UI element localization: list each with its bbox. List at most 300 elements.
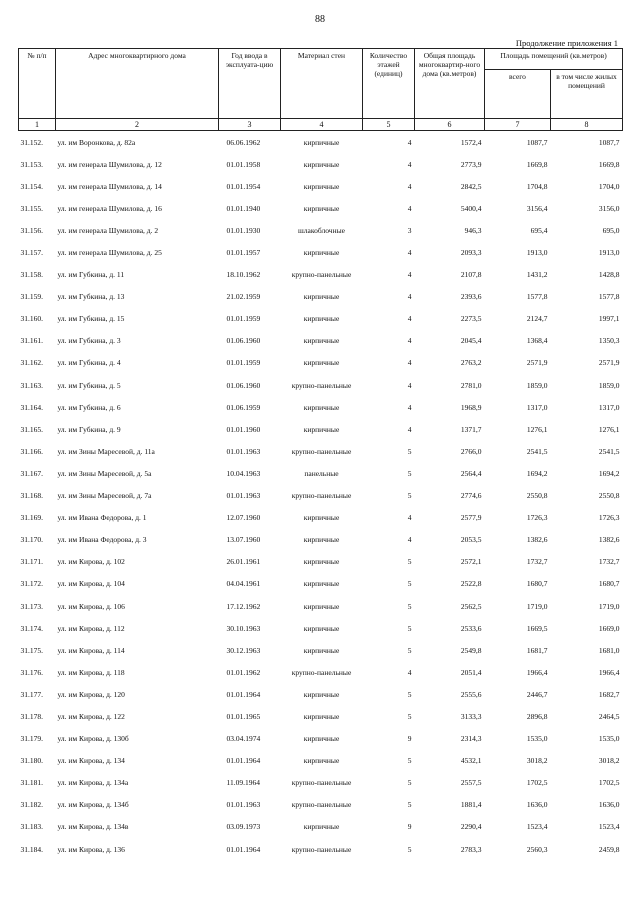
material-cell: крупно-панельные [291, 800, 352, 810]
table-row [19, 661, 623, 683]
column-number-row [19, 119, 623, 131]
rooms-area-cell: 1431,2 [526, 270, 548, 280]
row-number: 31.172. [20, 579, 43, 589]
address-cell: ул. им Кирова, д. 130б [57, 734, 129, 744]
floors-cell: 5 [407, 468, 412, 478]
rooms-area-cell: 1704,8 [526, 181, 548, 191]
rooms-area-cell: 1276,1 [526, 424, 548, 434]
address-cell: ул. им генерала Шумилова, д. 16 [57, 203, 162, 213]
row-number: 31.158. [20, 270, 43, 280]
table-row [19, 683, 623, 705]
total-area-cell: 3133,3 [460, 711, 482, 721]
col-number: 5 [363, 119, 415, 131]
date-cell: 01.01.1959 [226, 314, 261, 324]
material-cell: кирпичные [303, 557, 340, 567]
rooms-area-cell: 2446,7 [526, 689, 548, 699]
date-cell: 01.01.1962 [226, 667, 261, 677]
table-row [19, 573, 623, 595]
table-row [19, 705, 623, 727]
total-area-cell: 2572,1 [460, 557, 482, 567]
floors-cell: 4 [407, 137, 412, 147]
material-cell: крупно-панельные [291, 491, 352, 501]
floors-cell: 5 [407, 756, 412, 766]
date-cell: 01.01.1957 [226, 248, 261, 258]
residential-area-cell: 695,0 [602, 225, 620, 235]
row-number: 31.159. [20, 292, 43, 302]
table-row [19, 794, 623, 816]
residential-area-cell: 1276,1 [598, 424, 620, 434]
page-number: 88 [315, 14, 325, 25]
total-area-cell: 2533,6 [460, 623, 482, 633]
material-cell: кирпичные [303, 623, 340, 633]
row-number: 31.174. [20, 623, 43, 633]
material-cell: крупно-панельные [291, 778, 352, 788]
table-row [19, 330, 623, 352]
row-number: 31.178. [20, 711, 43, 721]
floors-cell: 4 [407, 380, 412, 390]
table-row [19, 241, 623, 263]
total-area-cell: 2564,4 [460, 468, 482, 478]
residential-area-cell: 1997,1 [598, 314, 620, 324]
rooms-area-cell: 2896,8 [526, 711, 548, 721]
table-body [19, 131, 623, 861]
residential-area-cell: 1966,4 [598, 667, 620, 677]
address-cell: ул. им Кирова, д. 134б [57, 800, 129, 810]
rooms-area-cell: 1636,0 [526, 800, 548, 810]
material-cell: кирпичные [303, 579, 340, 589]
floors-cell: 4 [407, 513, 412, 523]
date-cell: 01.01.1940 [226, 203, 261, 213]
rooms-area-cell: 1726,3 [526, 513, 548, 523]
col-number: 8 [551, 119, 623, 131]
floors-cell: 5 [407, 623, 412, 633]
col-number: 7 [485, 119, 551, 131]
row-number: 31.183. [20, 822, 43, 832]
row-number: 31.157. [20, 248, 43, 258]
floors-cell: 5 [407, 601, 412, 611]
address-cell: ул. им Кирова, д. 104 [57, 579, 125, 589]
total-area-cell: 5400,4 [460, 203, 482, 213]
date-cell: 01.01.1964 [226, 689, 261, 699]
row-number: 31.173. [20, 601, 43, 611]
table-row [19, 374, 623, 396]
table-row [19, 772, 623, 794]
row-number: 31.155. [20, 203, 43, 213]
residential-area-cell: 1577,8 [598, 292, 620, 302]
address-cell: ул. им генерала Шумилова, д. 12 [57, 159, 162, 169]
date-cell: 13.07.1960 [226, 535, 261, 545]
floors-cell: 4 [407, 270, 412, 280]
col-number: 6 [415, 119, 485, 131]
table-row [19, 308, 623, 330]
material-cell: кирпичные [303, 159, 340, 169]
rooms-area-cell: 1694,2 [526, 468, 548, 478]
row-number: 31.156. [20, 225, 43, 235]
rooms-area-cell: 1535,0 [526, 734, 548, 744]
floors-cell: 4 [407, 424, 412, 434]
row-number: 31.164. [20, 402, 43, 412]
address-cell: ул. им Губкина, д. 13 [57, 292, 125, 302]
row-number: 31.160. [20, 314, 43, 324]
floors-cell: 4 [407, 358, 412, 368]
residential-area-cell: 1523,4 [598, 822, 620, 832]
total-area-cell: 946,3 [464, 225, 482, 235]
table-row [19, 286, 623, 308]
residential-area-cell: 1704,0 [598, 181, 620, 191]
total-area-cell: 1371,7 [460, 424, 482, 434]
total-area-cell: 2093,3 [460, 248, 482, 258]
rooms-area-cell: 695,4 [530, 225, 548, 235]
total-area-cell: 2557,5 [460, 778, 482, 788]
rooms-area-cell: 1719,0 [526, 601, 548, 611]
residential-area-cell: 1428,8 [598, 270, 620, 280]
rooms-area-cell: 1087,7 [526, 137, 548, 147]
floors-cell: 9 [407, 734, 412, 744]
table-row [19, 728, 623, 750]
material-cell: кирпичные [303, 601, 340, 611]
table-row [19, 838, 623, 860]
row-number: 31.169. [20, 513, 43, 523]
floors-cell: 4 [407, 336, 412, 346]
col-number: 2 [56, 119, 219, 131]
material-cell: кирпичные [303, 424, 340, 434]
date-cell: 01.01.1959 [226, 358, 261, 368]
material-cell: панельные [304, 468, 339, 478]
residential-area-cell: 1719,0 [598, 601, 620, 611]
total-area-cell: 2555,6 [460, 689, 482, 699]
residential-area-cell: 2541,5 [598, 446, 620, 456]
table-row [19, 264, 623, 286]
material-cell: кирпичные [303, 137, 340, 147]
rooms-area-cell: 2550,8 [526, 491, 548, 501]
table-row [19, 131, 623, 154]
address-cell: ул. им Ивана Федорова, д. 3 [57, 535, 147, 545]
total-area-cell: 2773,9 [460, 159, 482, 169]
row-number: 31.180. [20, 756, 43, 766]
total-area-cell: 2781,0 [460, 380, 482, 390]
total-area-cell: 2273,5 [460, 314, 482, 324]
header-num: № п/п [19, 49, 56, 119]
floors-cell: 9 [407, 822, 412, 832]
residential-area-cell: 1726,3 [598, 513, 620, 523]
row-number: 31.179. [20, 734, 43, 744]
total-area-cell: 2051,4 [460, 667, 482, 677]
residential-area-cell: 1382,6 [598, 535, 620, 545]
table-row [19, 529, 623, 551]
table-row [19, 440, 623, 462]
rooms-area-cell: 1669,8 [526, 159, 548, 169]
floors-cell: 5 [407, 557, 412, 567]
total-area-cell: 2045,4 [460, 336, 482, 346]
residential-area-cell: 1350,3 [598, 336, 620, 346]
table-row [19, 750, 623, 772]
total-area-cell: 1881,4 [460, 800, 482, 810]
residential-area-cell: 1732,7 [598, 557, 620, 567]
date-cell: 01.01.1958 [226, 159, 261, 169]
address-cell: ул. им Воронкова, д. 82а [57, 137, 136, 147]
residential-area-cell: 1702,5 [598, 778, 620, 788]
date-cell: 17.12.1962 [226, 601, 261, 611]
total-area-cell: 1968,9 [460, 402, 482, 412]
residential-area-cell: 2550,8 [598, 491, 620, 501]
floors-cell: 5 [407, 778, 412, 788]
table-row [19, 418, 623, 440]
material-cell: кирпичные [303, 535, 340, 545]
row-number: 31.153. [20, 159, 43, 169]
address-cell: ул. им Кирова, д. 136 [57, 844, 125, 854]
rooms-area-cell: 1966,4 [526, 667, 548, 677]
date-cell: 01.06.1960 [226, 380, 261, 390]
date-cell: 30.10.1963 [226, 623, 261, 633]
floors-cell: 5 [407, 689, 412, 699]
floors-cell: 4 [407, 402, 412, 412]
row-number: 31.166. [20, 446, 43, 456]
date-cell: 10.04.1963 [226, 468, 261, 478]
header-all: всего [485, 70, 551, 119]
row-number: 31.170. [20, 535, 43, 545]
floors-cell: 5 [407, 579, 412, 589]
total-area-cell: 2314,3 [460, 734, 482, 744]
material-cell: кирпичные [303, 711, 340, 721]
material-cell: кирпичные [303, 358, 340, 368]
address-cell: ул. им Зины Маресевой, д. 11а [57, 446, 155, 456]
total-area-cell: 4532,1 [460, 756, 482, 766]
date-cell: 01.06.1959 [226, 402, 261, 412]
residential-area-cell: 1087,7 [598, 137, 620, 147]
floors-cell: 3 [407, 225, 412, 235]
address-cell: ул. им Кирова, д. 112 [57, 623, 125, 633]
address-cell: ул. им Губкина, д. 9 [57, 424, 121, 434]
residential-area-cell: 2464,5 [598, 711, 620, 721]
address-cell: ул. им Губкина, д. 5 [57, 380, 121, 390]
rooms-area-cell: 2124,7 [526, 314, 548, 324]
row-number: 31.171. [20, 557, 43, 567]
floors-cell: 4 [407, 667, 412, 677]
material-cell: кирпичные [303, 402, 340, 412]
residential-area-cell: 1680,7 [598, 579, 620, 589]
total-area-cell: 2766,0 [460, 446, 482, 456]
floors-cell: 4 [407, 203, 412, 213]
material-cell: крупно-панельные [291, 844, 352, 854]
rooms-area-cell: 2571,9 [526, 358, 548, 368]
row-number: 31.165. [20, 424, 43, 434]
date-cell: 12.07.1960 [226, 513, 261, 523]
address-cell: ул. им Кирова, д. 114 [57, 645, 125, 655]
table-row [19, 396, 623, 418]
residential-area-cell: 1317,0 [598, 402, 620, 412]
material-cell: крупно-панельные [291, 380, 352, 390]
total-area-cell: 2107,8 [460, 270, 482, 280]
date-cell: 26.01.1961 [226, 557, 261, 567]
header-rooms-area: Площадь помещений (кв.метров) [485, 49, 623, 70]
rooms-area-cell: 1680,7 [526, 579, 548, 589]
col-number: 4 [281, 119, 363, 131]
residential-area-cell: 2571,9 [598, 358, 620, 368]
floors-cell: 5 [407, 844, 412, 854]
material-cell: кирпичные [303, 513, 340, 523]
floors-cell: 4 [407, 181, 412, 191]
floors-cell: 4 [407, 535, 412, 545]
total-area-cell: 2562,5 [460, 601, 482, 611]
date-cell: 01.01.1963 [226, 446, 261, 456]
address-cell: ул. им Кирова, д. 134а [57, 778, 129, 788]
rooms-area-cell: 1368,4 [526, 336, 548, 346]
material-cell: кирпичные [303, 292, 340, 302]
residential-area-cell: 1669,8 [598, 159, 620, 169]
residential-area-cell: 1535,0 [598, 734, 620, 744]
table-row [19, 617, 623, 639]
date-cell: 01.01.1964 [226, 844, 261, 854]
address-cell: ул. им Ивана Федорова, д. 1 [57, 513, 147, 523]
table-row [19, 816, 623, 838]
address-cell: ул. им Губкина, д. 15 [57, 314, 125, 324]
date-cell: 18.10.1962 [226, 270, 261, 280]
row-number: 31.168. [20, 491, 43, 501]
address-cell: ул. им Кирова, д. 134в [57, 822, 129, 832]
residential-area-cell: 1913,0 [598, 248, 620, 258]
rooms-area-cell: 2541,5 [526, 446, 548, 456]
date-cell: 01.01.1930 [226, 225, 261, 235]
residential-area-cell: 1859,0 [598, 380, 620, 390]
address-cell: ул. им Зины Маресевой, д. 5а [57, 468, 152, 478]
row-number: 31.154. [20, 181, 43, 191]
rooms-area-cell: 3156,4 [526, 203, 548, 213]
rooms-area-cell: 2560,3 [526, 844, 548, 854]
total-area-cell: 2577,9 [460, 513, 482, 523]
rooms-area-cell: 1523,4 [526, 822, 548, 832]
table-row [19, 595, 623, 617]
table-row [19, 462, 623, 484]
floors-cell: 4 [407, 159, 412, 169]
total-area-cell: 2549,8 [460, 645, 482, 655]
total-area-cell: 2290,4 [460, 822, 482, 832]
total-area-cell: 2774,6 [460, 491, 482, 501]
total-area-cell: 2763,2 [460, 358, 482, 368]
address-cell: ул. им Кирова, д. 122 [57, 711, 125, 721]
header-floors: Количество этажей (единиц) [363, 49, 415, 119]
row-number: 31.177. [20, 689, 43, 699]
row-number: 31.184. [20, 844, 43, 854]
table-row [19, 352, 623, 374]
rooms-area-cell: 1732,7 [526, 557, 548, 567]
total-area-cell: 2053,5 [460, 535, 482, 545]
address-cell: ул. им Кирова, д. 134 [57, 756, 125, 766]
date-cell: 06.06.1962 [226, 137, 261, 147]
residential-area-cell: 2459,8 [598, 844, 620, 854]
date-cell: 03.04.1974 [226, 734, 261, 744]
address-cell: ул. им Зины Маресевой, д. 7а [57, 491, 152, 501]
material-cell: кирпичные [303, 689, 340, 699]
address-cell: ул. им Губкина, д. 11 [57, 270, 125, 280]
rooms-area-cell: 3018,2 [526, 756, 548, 766]
rooms-area-cell: 1859,0 [526, 380, 548, 390]
rooms-area-cell: 1317,0 [526, 402, 548, 412]
floors-cell: 5 [407, 446, 412, 456]
header-total-area: Общая площадь многоквартир-ного дома (кв.метров) [415, 49, 485, 119]
table-row [19, 551, 623, 573]
row-number: 31.182. [20, 800, 43, 810]
material-cell: кирпичные [303, 645, 340, 655]
table-row [19, 153, 623, 175]
address-cell: ул. им Кирова, д. 102 [57, 557, 125, 567]
rooms-area-cell: 1913,0 [526, 248, 548, 258]
floors-cell: 5 [407, 491, 412, 501]
residential-area-cell: 1669,0 [598, 623, 620, 633]
header-address: Адрес многоквартирного дома [56, 49, 219, 119]
date-cell: 01.06.1960 [226, 336, 261, 346]
date-cell: 01.01.1960 [226, 424, 261, 434]
material-cell: крупно-панельные [291, 270, 352, 280]
material-cell: крупно-панельные [291, 667, 352, 677]
residential-area-cell: 3018,2 [598, 756, 620, 766]
address-cell: ул. им Губкина, д. 6 [57, 402, 121, 412]
address-cell: ул. им Кирова, д. 120 [57, 689, 125, 699]
row-number: 31.176. [20, 667, 43, 677]
residential-area-cell: 1636,0 [598, 800, 620, 810]
total-area-cell: 2783,3 [460, 844, 482, 854]
table-row [19, 507, 623, 529]
floors-cell: 5 [407, 645, 412, 655]
floors-cell: 4 [407, 314, 412, 324]
material-cell: кирпичные [303, 181, 340, 191]
floors-cell: 4 [407, 248, 412, 258]
rooms-area-cell: 1382,6 [526, 535, 548, 545]
material-cell: кирпичные [303, 734, 340, 744]
date-cell: 01.01.1963 [226, 491, 261, 501]
rooms-area-cell: 1577,8 [526, 292, 548, 302]
col-number: 1 [19, 119, 56, 131]
address-cell: ул. им Губкина, д. 3 [57, 336, 121, 346]
material-cell: кирпичные [303, 336, 340, 346]
residential-area-cell: 3156,0 [598, 203, 620, 213]
table-row [19, 485, 623, 507]
header-material: Материал стен [281, 49, 363, 119]
address-cell: ул. им Кирова, д. 118 [57, 667, 125, 677]
date-cell: 03.09.1973 [226, 822, 261, 832]
floors-cell: 5 [407, 800, 412, 810]
total-area-cell: 2522,8 [460, 579, 482, 589]
material-cell: крупно-панельные [291, 446, 352, 456]
total-area-cell: 1572,4 [460, 137, 482, 147]
table-row [19, 219, 623, 241]
row-number: 31.152. [20, 137, 43, 147]
table-row [19, 175, 623, 197]
material-cell: кирпичные [303, 822, 340, 832]
material-cell: кирпичные [303, 756, 340, 766]
header-residential: в том числе жилых помещений [551, 70, 623, 119]
material-cell: кирпичные [303, 314, 340, 324]
address-cell: ул. им Губкина, д. 4 [57, 358, 121, 368]
row-number: 31.181. [20, 778, 43, 788]
date-cell: 11.09.1964 [226, 778, 260, 788]
rooms-area-cell: 1681,7 [526, 645, 548, 655]
residential-area-cell: 1682,7 [598, 689, 620, 699]
row-number: 31.163. [20, 380, 43, 390]
address-cell: ул. им генерала Шумилова, д. 2 [57, 225, 159, 235]
total-area-cell: 2842,5 [460, 181, 482, 191]
row-number: 31.175. [20, 645, 43, 655]
row-number: 31.167. [20, 468, 43, 478]
address-cell: ул. им Кирова, д. 106 [57, 601, 125, 611]
continuation-note: Продолжение приложения 1 [515, 38, 618, 48]
col-number: 3 [219, 119, 281, 131]
address-cell: ул. им генерала Шумилова, д. 25 [57, 248, 162, 258]
residential-area-cell: 1681,0 [598, 645, 620, 655]
address-cell: ул. им генерала Шумилова, д. 14 [57, 181, 162, 191]
table-row [19, 639, 623, 661]
houses-table [18, 48, 623, 860]
rooms-area-cell: 1669,5 [526, 623, 548, 633]
